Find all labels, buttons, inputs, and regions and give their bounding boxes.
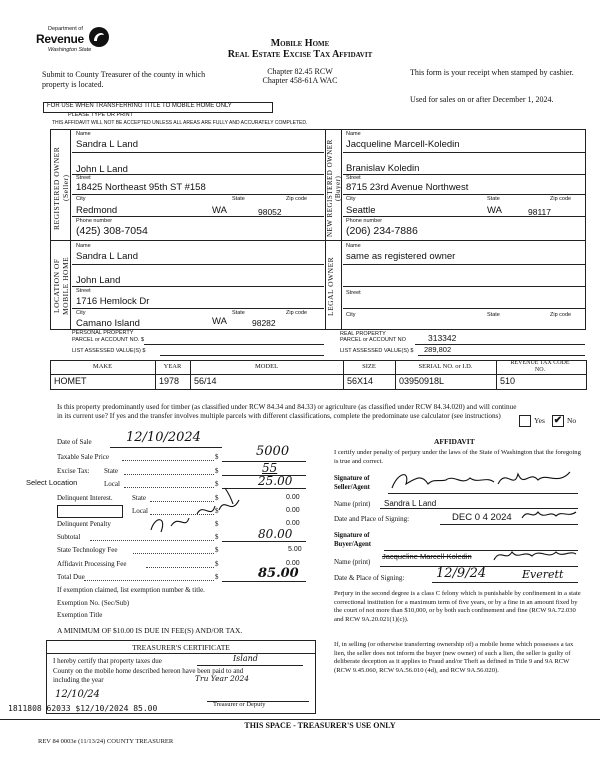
- seller-name-label: Name: [76, 131, 91, 137]
- location-street[interactable]: 1716 Hemlock Dr: [76, 296, 150, 307]
- buyer-name1[interactable]: Jacqueline Marcell-Koledin: [346, 139, 460, 150]
- date-of-sale-value[interactable]: 12/10/2024: [126, 430, 201, 445]
- location-name-label: Name: [76, 243, 91, 249]
- buyer-date-place-label: Date & Place of Signing:: [334, 574, 405, 582]
- treasurer-year[interactable]: Tru Year 2024: [195, 674, 250, 683]
- seller-zip[interactable]: 98052: [258, 207, 282, 217]
- buyer-phone[interactable]: (206) 234-7886: [346, 225, 418, 237]
- seller-date[interactable]: DEC 0 4 2024: [452, 512, 512, 523]
- seller-zip-label: Zip code: [286, 196, 308, 202]
- treasurer-line1: I hereby certify that property taxes due: [53, 657, 162, 665]
- buyer-place[interactable]: Everett: [522, 568, 564, 581]
- affidavit-title: AFFIDAVIT: [434, 437, 475, 446]
- print-note: PLEASE TYPE OR PRINT: [68, 112, 134, 118]
- penalty-label: Delinquent Penalty: [57, 520, 111, 528]
- seller-name-print-label: Name (print): [334, 500, 371, 508]
- used-for-note: Used for sales on or after December 1, 2024.: [410, 95, 554, 104]
- subtotal-value[interactable]: 80.00: [258, 527, 293, 541]
- buyer-signature-label: Signature of Buyer/Agent: [334, 532, 372, 548]
- td-model[interactable]: 56/14: [194, 376, 217, 386]
- total-value[interactable]: 85.00: [258, 566, 299, 581]
- location-state[interactable]: WA: [212, 316, 227, 327]
- interest-local-label: Local: [132, 507, 148, 515]
- lien-warning: If, in selling (or otherwise transferring ownership of) a mobile home which possesses a tax lien, the seller does not inform the buyer (new owner) of such a lien, the seller is guilty of deliberate deception as it applies to Fraud and/or Theft as defined in Title 9 and 9A RCW (RCW 9.45.060, RCW 9A.56.010 (4d), and RCW 9A.56.020).: [334, 641, 574, 674]
- timber-no-checkbox[interactable]: ✔: [553, 415, 563, 426]
- exemption-no-label: Exemption No. (Sec/Sub): [57, 599, 130, 607]
- legal-state-label: State: [487, 312, 500, 318]
- exemption-title-label: Exemption Title: [57, 611, 103, 619]
- buyer-signature[interactable]: [492, 544, 578, 564]
- interest-local-value[interactable]: 0.00: [286, 507, 300, 514]
- logo-swirl-icon: [88, 26, 110, 48]
- dor-logo: [36, 26, 116, 62]
- buyer-state-label: State: [487, 196, 500, 202]
- receipt-note: This form is your receipt when stamped by cashier.: [410, 68, 574, 77]
- select-location-dropdown[interactable]: Select Location: [26, 478, 78, 487]
- interest-label: Delinquent Interest.: [57, 494, 113, 502]
- seller-state[interactable]: WA: [212, 205, 227, 216]
- buyer-street-label: Street: [346, 175, 361, 181]
- dollar-sign: $: [215, 520, 219, 528]
- buyer-date[interactable]: 12/9/24: [436, 566, 487, 581]
- seller-place-scribble: [520, 506, 578, 522]
- timber-question: Is this property predominantly used for timber (as classified under RCW 84.34 and 84.33) or agriculture (as classified under RCW 84.34.020) and will continue in its current use? If yes and the transfer involves multiple parcels with different classifications, complete the predominate use calculator (see instructions): [57, 403, 517, 420]
- list-value-pp-label: LIST ASSESSED VALUE(S) $: [72, 348, 146, 354]
- th-serial: SERIAL NO. or I.D.: [418, 363, 473, 370]
- dollar-sign: $: [215, 494, 219, 502]
- seller-state-label: State: [232, 196, 245, 202]
- td-serial[interactable]: 03950918L: [399, 376, 445, 386]
- td-tax-code[interactable]: 510: [500, 376, 516, 386]
- th-size: SIZE: [362, 363, 376, 370]
- td-size[interactable]: 56X14: [347, 376, 374, 386]
- buyer-street[interactable]: 8715 23rd Avenue Northwest: [346, 182, 469, 193]
- sale-price-value[interactable]: 5000: [256, 444, 290, 459]
- legal-zip-label: Zip code: [550, 312, 572, 318]
- location-label: LOCATION OF MOBILE HOME: [52, 256, 70, 316]
- dollar-sign: $: [215, 546, 219, 554]
- location-name2[interactable]: John Land: [76, 275, 121, 286]
- th-year: YEAR: [163, 363, 182, 370]
- minimum-note: A MINIMUM OF $10.00 IS DUE IN FEE(S) AND/OR TAX.: [57, 626, 243, 635]
- perjury-warning: Perjury in the second degree is a class C felony which is punishable by confinement in a state correctional institution for a maximum term of five years, or by a fine in an amount fixed by the court of not more than $10,000, or by both such confinement and fine (RCW 9A.72.030 and RCW 9A.20.021(1)(c)).: [334, 590, 581, 623]
- buyer-name2[interactable]: Branislav Koledin: [346, 163, 420, 174]
- treasurer-date[interactable]: 12/10/24: [55, 689, 100, 700]
- seller-phone[interactable]: (425) 308-7054: [76, 225, 148, 237]
- buyer-city[interactable]: Seattle: [346, 205, 376, 216]
- tech-fee-label: State Technology Fee: [57, 546, 118, 554]
- dollar-sign: $: [215, 453, 219, 461]
- seller-name1[interactable]: Sandra L Land: [76, 139, 138, 150]
- treasurer-title: TREASURER'S CERTIFICATE: [132, 643, 230, 652]
- location-state-label: State: [232, 310, 245, 316]
- buyer-name-print-label: Name (print): [334, 558, 371, 566]
- timber-no-label: No: [567, 416, 577, 425]
- affidavit-fee-label: Affidavit Processing Fee: [57, 560, 127, 568]
- exemption-note: If exemption claimed, list exemption number & title.: [57, 586, 205, 594]
- date-of-sale-label: Date of Sale: [57, 438, 92, 446]
- parcel-pp-label: PARCEL or ACCOUNT NO. $: [72, 337, 145, 343]
- td-make[interactable]: HOMET: [54, 376, 87, 386]
- logo-state: Washington State: [48, 47, 92, 53]
- excise-label: Excise Tax:: [57, 467, 90, 475]
- location-city-label: City: [76, 310, 86, 316]
- chapter-wac: Chapter 458-61A WAC: [262, 76, 338, 85]
- list-value-rp-value[interactable]: 289,802: [424, 345, 452, 354]
- affidavit-fee-value[interactable]: 0.00: [286, 560, 300, 567]
- timber-yes-label: Yes: [534, 416, 545, 425]
- local-select-box[interactable]: [57, 505, 123, 518]
- excise-state-label: State: [104, 467, 118, 475]
- buyer-zip-label: Zip code: [550, 196, 572, 202]
- seller-name2[interactable]: John L Land: [76, 164, 128, 175]
- buyer-phone-label: Phone number: [346, 218, 383, 224]
- initials-scribble: [145, 486, 245, 542]
- buyer-city-label: City: [346, 196, 356, 202]
- not-accepted-note: THIS AFFIDAVIT WILL NOT BE ACCEPTED UNLESS ALL AREAS ARE FULLY AND ACCURATELY COMPLETED.: [52, 120, 308, 126]
- dollar-sign: $: [215, 560, 219, 568]
- cashier-stamp: 1811808 62033 $12/10/2024 85.00: [8, 704, 158, 713]
- tech-fee-value[interactable]: 5.00: [288, 546, 302, 553]
- location-city[interactable]: Camano Island: [76, 318, 140, 329]
- legal-owner-label: LEGAL OWNER: [326, 256, 335, 316]
- interest-state-label: State: [132, 494, 146, 502]
- seller-signature[interactable]: [388, 464, 578, 494]
- seller-name-print[interactable]: Sandra L Land: [384, 499, 437, 508]
- personal-property-label: PERSONAL PROPERTY: [72, 330, 134, 336]
- submit-note: Submit to County Treasurer of the county in which property is located.: [42, 70, 206, 89]
- list-value-rp-label: LIST ASSESSED VALUE(S) $: [340, 348, 414, 354]
- form-rev: REV 84 0003e (11/13/24) COUNTY TREASURER: [38, 738, 174, 745]
- legal-street-label: Street: [346, 290, 361, 296]
- th-tax-code: REVENUE TAX CODE NO.: [510, 360, 570, 373]
- title-line2: Real Estate Excise Tax Affidavit: [227, 49, 373, 60]
- excise-state-value[interactable]: 55: [262, 461, 278, 475]
- seller-city-label: City: [76, 196, 86, 202]
- transfer-notice-text: FOR USE WHEN TRANSFERRING TITLE TO MOBILE HOME ONLY: [47, 103, 232, 109]
- reg-owner-label: REGISTERED OWNER (Seller): [52, 146, 70, 230]
- location-zip-label: Zip code: [286, 310, 308, 316]
- new-owner-label: NEW REGISTERED OWNER (Buyer): [326, 139, 342, 237]
- location-name1[interactable]: Sandra L Land: [76, 251, 138, 262]
- subtotal-label: Subtotal: [57, 533, 81, 541]
- title-line1: Mobile Home: [270, 38, 330, 49]
- seller-street-label: Street: [76, 175, 91, 181]
- seller-phone-label: Phone number: [76, 218, 113, 224]
- seller-street[interactable]: 18425 Northeast 95th ST #158: [76, 182, 206, 193]
- treasurer-line2: County on the mobile home described hereon have been paid to and including the year: [53, 667, 244, 684]
- dollar-sign: $: [215, 467, 219, 475]
- location-zip[interactable]: 98282: [252, 318, 276, 328]
- sale-price-label: Taxable Sale Price: [57, 453, 109, 461]
- treasurer-use-only: THIS SPACE - TREASURER'S USE ONLY: [244, 721, 396, 730]
- seller-city[interactable]: Redmond: [76, 205, 118, 216]
- affidavit-certify: I certify under penalty of perjury under the laws of the State of Washington that the foregoing is true and correct.: [334, 449, 581, 465]
- parcel-rp-label: PARCEL or ACCOUNT NO: [340, 337, 406, 343]
- legal-city-label: City: [346, 312, 356, 318]
- seller-date-place-label: Date and Place of Signing:: [334, 515, 410, 523]
- th-model: MODEL: [254, 363, 279, 370]
- dollar-sign: $: [215, 573, 219, 581]
- timber-yes-checkbox[interactable]: [519, 415, 531, 427]
- chapter-rcw: Chapter 82.45 RCW: [267, 67, 333, 76]
- interest-state-value[interactable]: 0.00: [286, 494, 300, 501]
- dollar-sign: $: [215, 480, 219, 488]
- excise-local-value[interactable]: 25.00: [258, 474, 293, 488]
- buyer-state[interactable]: WA: [487, 205, 502, 216]
- form-title: [200, 38, 400, 60]
- logo-dept: Department of: [48, 26, 83, 32]
- treasurer-county[interactable]: Island: [233, 654, 258, 663]
- dollar-sign: $: [215, 507, 219, 515]
- legal-name1[interactable]: same as registered owner: [346, 251, 456, 262]
- parcel-rp-value[interactable]: 313342: [428, 333, 457, 343]
- th-make: MAKE: [92, 363, 113, 370]
- logo-name: Revenue: [36, 32, 84, 46]
- buyer-name-print[interactable]: Jacqueline Marcell-Koledin: [382, 552, 472, 561]
- treasurer-certificate: [46, 640, 316, 714]
- total-label: Total Due: [57, 573, 85, 581]
- treasurer-deputy-label: Treasurer or Deputy: [213, 701, 266, 708]
- penalty-value[interactable]: 0.00: [286, 520, 300, 527]
- excise-local-label: Local: [104, 480, 120, 488]
- real-property-label: REAL PROPERTY: [340, 331, 386, 337]
- buyer-zip[interactable]: 98117: [528, 207, 552, 217]
- seller-signature-label: Signature of Seller/Agent: [334, 475, 370, 491]
- legal-name-label: Name: [346, 243, 361, 249]
- location-street-label: Street: [76, 288, 91, 294]
- buyer-name-label: Name: [346, 131, 361, 137]
- dollar-sign: $: [215, 533, 219, 541]
- td-year[interactable]: 1978: [159, 376, 180, 386]
